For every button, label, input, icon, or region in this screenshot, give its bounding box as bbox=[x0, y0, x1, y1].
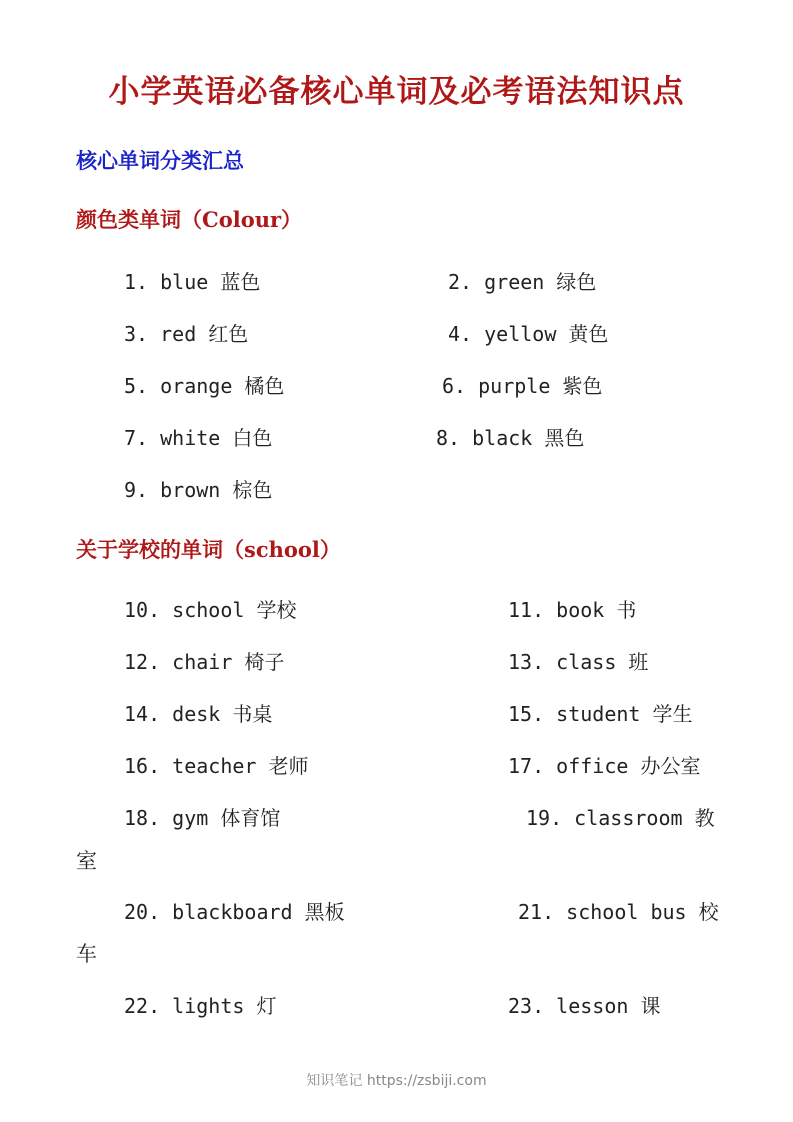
school-row bbox=[0, 990, 793, 1020]
vocab-item: 20. blackboard 黑板 bbox=[124, 900, 345, 924]
vocab-item: 6. purple 紫色 bbox=[442, 374, 603, 398]
vocab-item: 16. teacher 老师 bbox=[124, 754, 309, 778]
vocab-item: 23. lesson 课 bbox=[508, 994, 661, 1018]
colour-heading: 颜色类单词（Colour） bbox=[76, 207, 303, 232]
vocab-item-continuation: 车 bbox=[76, 942, 97, 966]
vocab-item: 10. school 学校 bbox=[124, 598, 297, 622]
school-row bbox=[0, 646, 793, 676]
school-row bbox=[0, 896, 793, 926]
vocab-item: 1. blue 蓝色 bbox=[124, 270, 261, 294]
page-title: 小学英语必备核心单词及必考语法知识点 bbox=[108, 74, 685, 110]
school-row bbox=[0, 802, 793, 832]
school-row bbox=[0, 750, 793, 780]
colour-row bbox=[0, 318, 793, 348]
vocab-item: 18. gym 体育馆 bbox=[124, 806, 281, 830]
vocab-item: 9. brown 棕色 bbox=[124, 478, 273, 502]
vocab-item: 21. school bus 校 bbox=[518, 900, 719, 924]
vocab-item: 3. red 红色 bbox=[124, 322, 249, 346]
vocab-item: 5. orange 橘色 bbox=[124, 374, 285, 398]
vocab-item: 15. student 学生 bbox=[508, 702, 693, 726]
vocab-item: 11. book 书 bbox=[508, 598, 637, 622]
vocab-item: 17. office 办公室 bbox=[508, 754, 701, 778]
vocab-item: 4. yellow 黄色 bbox=[448, 322, 609, 346]
vocab-item: 19. classroom 教 bbox=[526, 806, 715, 830]
vocab-item: 2. green 绿色 bbox=[448, 270, 597, 294]
colour-row bbox=[0, 266, 793, 296]
vocab-item: 8. black 黑色 bbox=[436, 426, 585, 450]
vocab-item: 22. lights 灯 bbox=[124, 994, 277, 1018]
vocab-item: 13. class 班 bbox=[508, 650, 649, 674]
colour-row bbox=[0, 474, 793, 504]
footer-watermark: 知识笔记 https://zsbiji.com bbox=[306, 1073, 487, 1089]
vocab-item: 12. chair 椅子 bbox=[124, 650, 285, 674]
school-heading: 关于学校的单词（school） bbox=[76, 537, 341, 562]
section-heading: 核心单词分类汇总 bbox=[76, 148, 244, 173]
vocab-item-continuation: 室 bbox=[76, 849, 97, 873]
school-row bbox=[0, 698, 793, 728]
vocab-item: 14. desk 书桌 bbox=[124, 702, 273, 726]
colour-row bbox=[0, 422, 793, 452]
colour-row bbox=[0, 370, 793, 400]
vocab-item: 7. white 白色 bbox=[124, 426, 273, 450]
school-row bbox=[0, 594, 793, 624]
